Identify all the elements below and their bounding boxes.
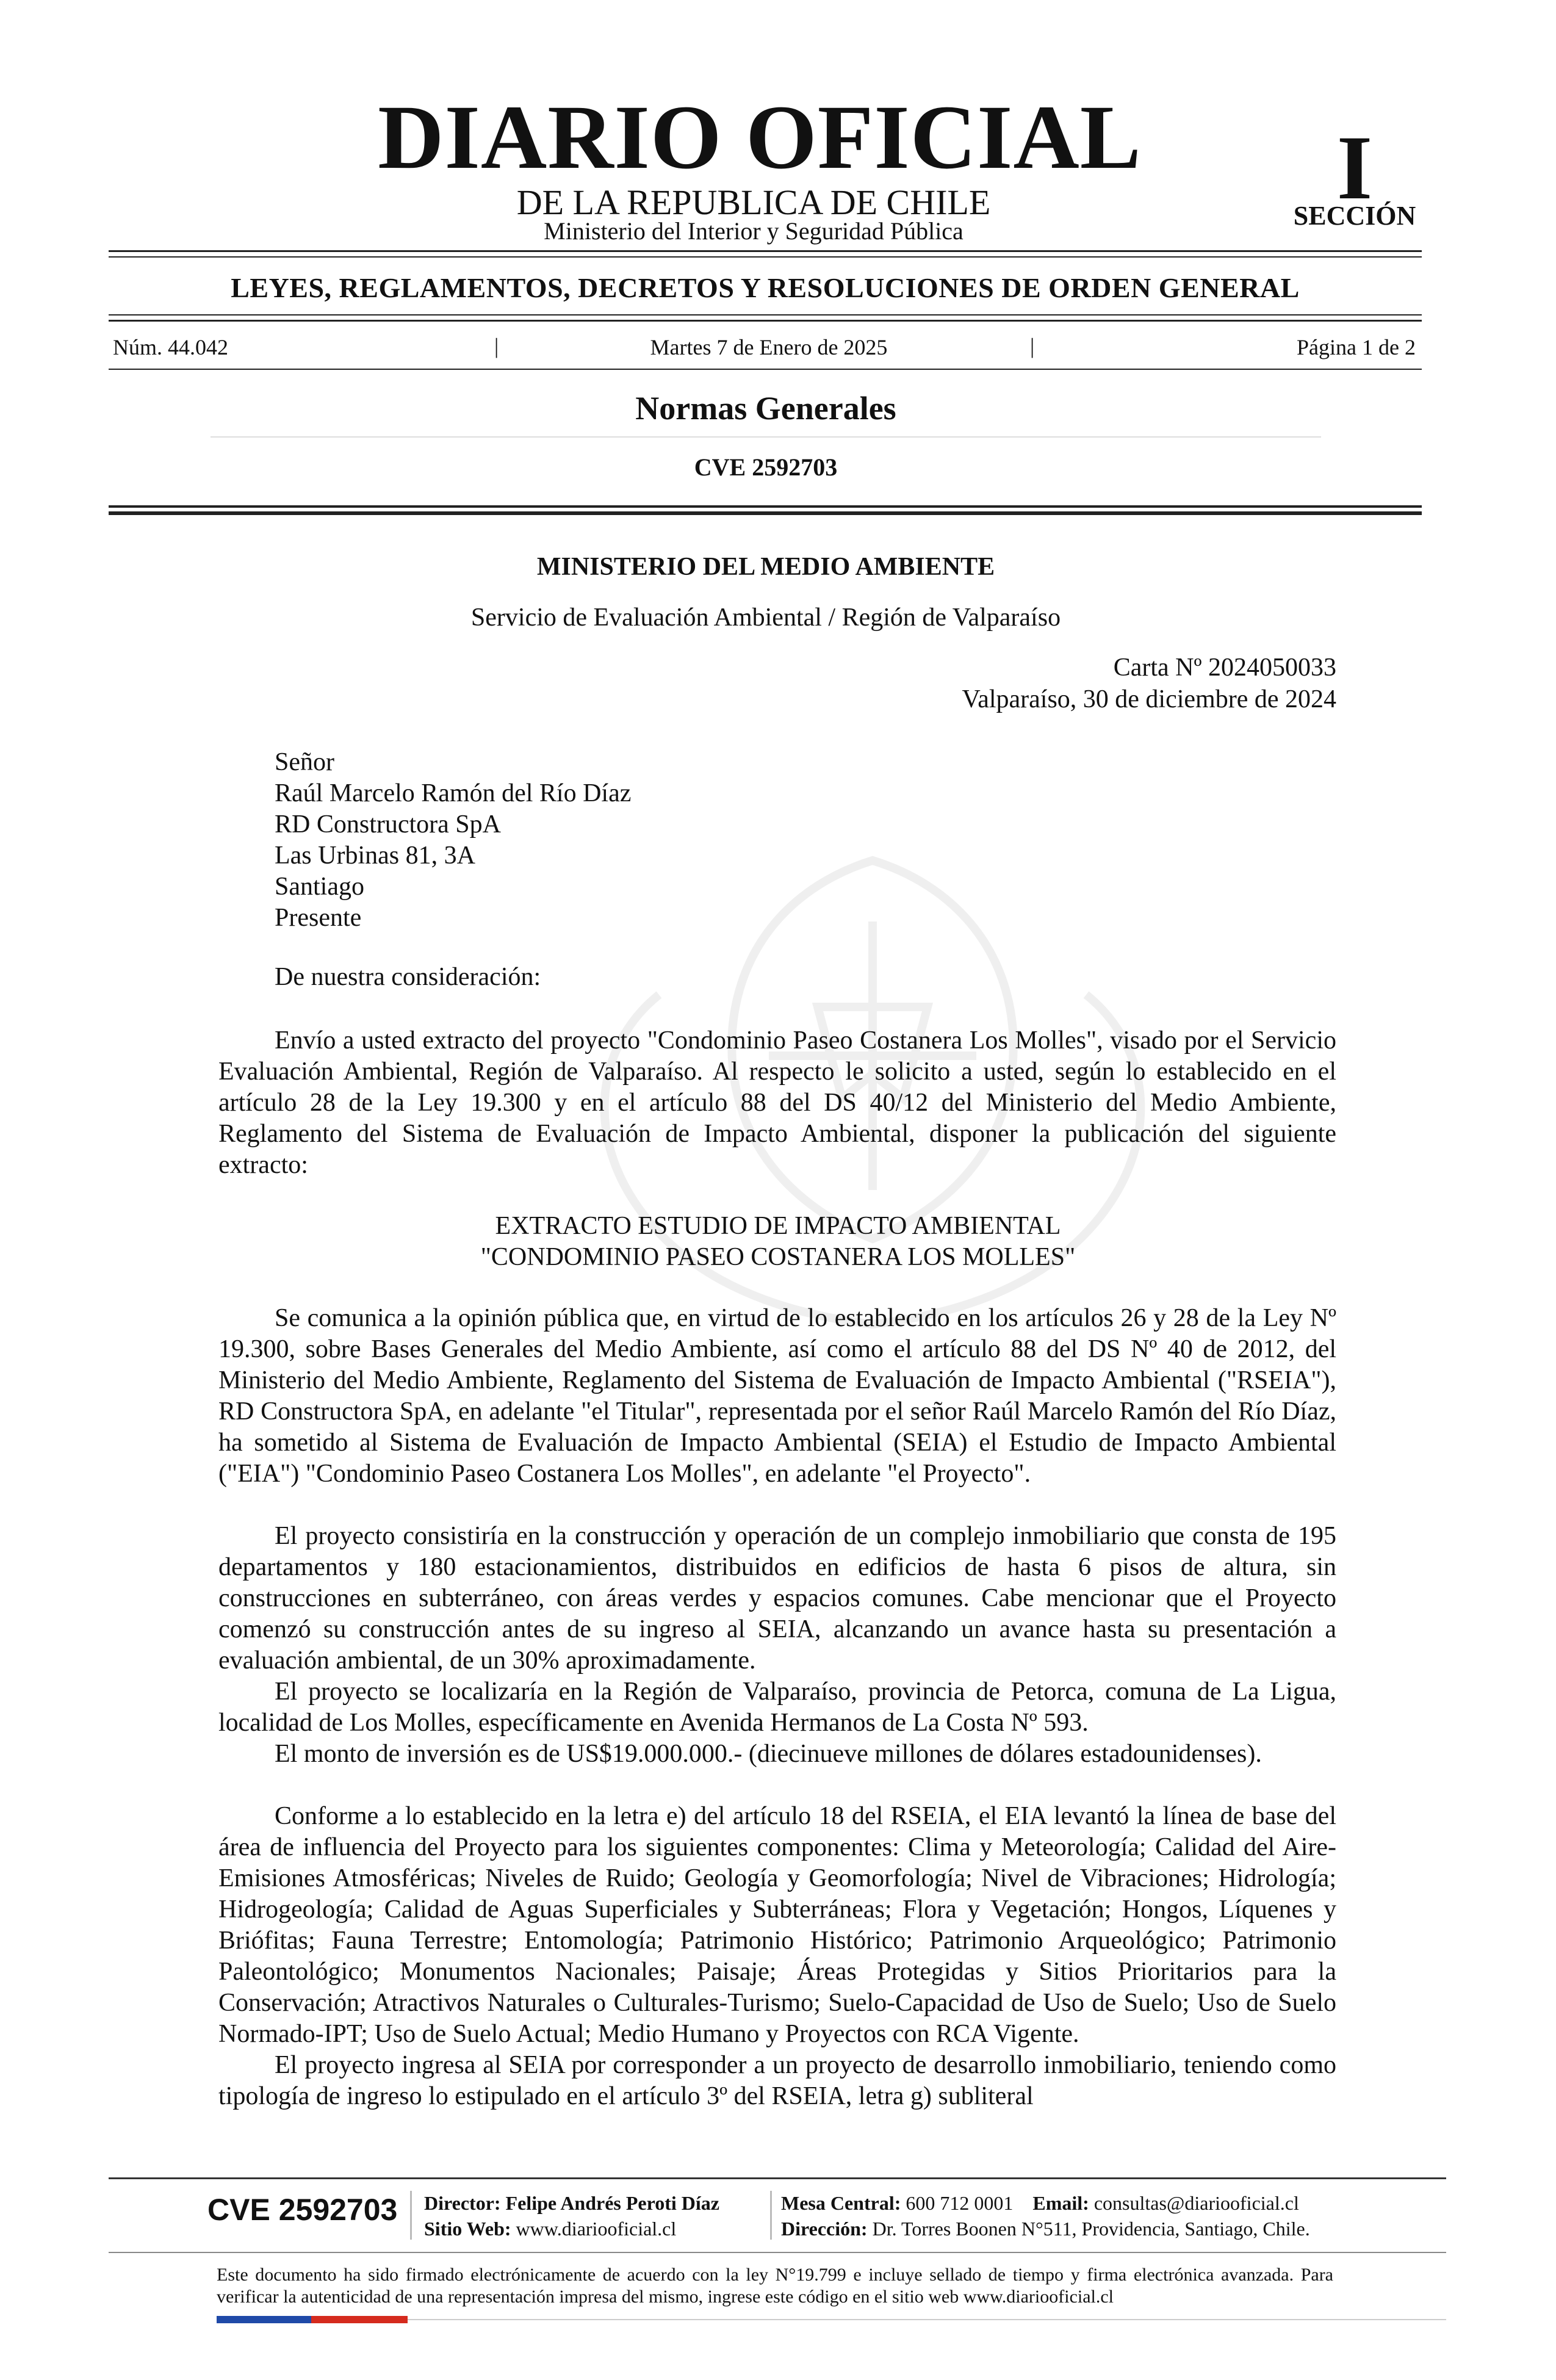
issue-rule [109, 369, 1422, 370]
footer-contact [781, 2192, 1299, 2215]
body-paragraph: El monto de inversión es de US$19.000.000.- (diecinueve millones de dólares estadounidenses). [275, 1740, 1262, 1768]
cve-rule-2 [109, 511, 1422, 515]
address-value: Dr. Torres Boonen N°511, Providencia, Santiago, Chile. [872, 2218, 1310, 2240]
footer-disclaimer: Este documento ha sido firmado electrónicamente de acuerdo con la ley N°19.799 e incluye sellado de tiempo y firma electrónica avanzada. Para verificar la autenticidad de una representación impresa del mismo, ingrese este código en el sitio web www.diariooficial.cl [217, 2265, 1333, 2307]
body-paragraph: Se comunica a la opinión pública que, en virtud de lo establecido en los artículos 26 y 28 de la Ley Nº 19.300, sobre Bases Generales del Medio Ambiente, así como el artículo 88 del DS Nº 40 de 2012, del Ministerio del Medio Ambiente, Reglamento del Sistema de Evaluación de Impacto Ambiental ("RSEIA"), RD Constructora SpA, en adelante "el Titular", representada por el señor Raúl Marcelo Ramón del Río Díaz, ha sometido al Sistema de Evaluación de Impacto Ambiental (SEIA) el Estudio de Impacto Ambiental ("EIA") "Condominio Paseo Costanera Los Molles", en adelante "el Proyecto". [218, 1304, 1336, 1488]
footer-divider [770, 2191, 772, 2240]
normas-underline [211, 436, 1321, 438]
issue-separator: | [494, 334, 499, 358]
letter-number: Carta Nº 2024050033 [1113, 654, 1336, 682]
masthead-title: DIARIO OFICIAL [378, 87, 1142, 188]
extract-project-title: "CONDOMINIO PASEO COSTANERA LOS MOLLES" [480, 1243, 1076, 1271]
director-label: Director: [424, 2192, 501, 2214]
website-link[interactable]: www.diariooficial.cl [516, 2218, 677, 2240]
footer-rule-bottom [109, 2252, 1446, 2253]
footer-rule-final [408, 2319, 1446, 2320]
issue-date: Martes 7 de Enero de 2025 [650, 335, 888, 359]
section-heading: Normas Generales [635, 390, 896, 427]
director-value: Felipe Andrés Peroti Díaz [505, 2192, 719, 2214]
extract-title: EXTRACTO ESTUDIO DE IMPACTO AMBIENTAL [495, 1212, 1061, 1240]
footer-director [424, 2192, 719, 2215]
header-rule-top-1 [109, 250, 1422, 252]
letter-place-date: Valparaíso, 30 de diciembre de 2024 [962, 685, 1336, 713]
address-label: Dirección: [781, 2218, 868, 2240]
website-label: Sitio Web: [424, 2218, 511, 2240]
address-line: Las Urbinas 81, 3A [275, 842, 475, 870]
mesa-value: 600 712 0001 [906, 2192, 1014, 2214]
footer-rule [109, 2177, 1446, 2179]
header-rule-mid-2 [109, 320, 1422, 322]
address-line: Señor [275, 748, 334, 776]
body-paragraph: Conforme a lo establecido en la letra e) del artículo 18 del RSEIA, el EIA levantó la línea de base del área de influencia del Proyecto para los siguientes componentes: Clima y Meteorología; Calidad del Aire-Emisiones Atmosféricas; Niveles de Ruido; Geología y Geomorfología; Nivel de Vibraciones; Hidrología; Hidrogeología; Calidad de Aguas Superficiales y Subterráneas; Flora y Vegetación; Hongos, Líquenes y Briófitas; Fauna Terrestre; Entomología; Patrimonio Histórico; Patrimonio Arqueológico; Patrimonio Paleontológico; Monumentos Nacionales; Paisaje; Áreas Protegidas y Sitios Prioritarios para la Conservación; Atractivos Naturales o Culturales-Turismo; Suelo-Capacidad de Uso de Suelo; Uso de Suelo Normado-IPT; Uso de Suelo Actual; Medio Humano y Proyectos con RCA Vigente. [218, 1802, 1336, 2048]
flag-stripe-blue [217, 2316, 311, 2323]
greeting: De nuestra consideración: [275, 963, 541, 991]
email-link[interactable]: consultas@diariooficial.cl [1093, 2192, 1299, 2214]
footer-divider [410, 2191, 412, 2240]
category-heading: LEYES, REGLAMENTOS, DECRETOS Y RESOLUCIONES DE ORDEN GENERAL [231, 272, 1300, 303]
cve-code: CVE 2592703 [694, 453, 838, 481]
section-label: SECCIÓN [1293, 201, 1416, 231]
issue-separator: | [1030, 334, 1035, 358]
body-paragraph: El proyecto se localizaría en la Región de Valparaíso, provincia de Petorca, comuna de La Ligua, localidad de Los Molles, específicamente en Avenida Hermanos de La Costa Nº 593. [218, 1678, 1336, 1737]
intro-paragraph: Envío a usted extracto del proyecto "Condominio Paseo Costanera Los Molles", visado por el Servicio Evaluación Ambiental, Región de Valparaíso. Al respecto le solicito a usted, según lo establecido en el artículo 28 de la Ley 19.300 y en el artículo 88 del DS 40/12 del Ministerio del Medio Ambiente, Reglamento del Sistema de Evaluación de Impacto Ambiental, disponer la publicación del siguiente extracto: [218, 1026, 1336, 1179]
mesa-label: Mesa Central: [781, 2192, 901, 2214]
address-line: Santiago [275, 873, 364, 901]
body-paragraph: El proyecto ingresa al SEIA por corresponder a un proyecto de desarrollo inmobiliario, teniendo como tipología de ingreso lo estipulado en el artículo 3º del RSEIA, letra g) subliteral [218, 2051, 1336, 2110]
header-rule-mid-1 [109, 314, 1422, 316]
footer-address [781, 2218, 1310, 2240]
email-label: Email: [1032, 2192, 1089, 2214]
flag-stripe-red [311, 2316, 408, 2323]
issue-number: Núm. 44.042 [113, 335, 228, 359]
footer-cve-code: CVE 2592703 [207, 2193, 398, 2227]
header-rule-top-2 [109, 256, 1422, 258]
body-paragraph: El proyecto consistiría en la construcción y operación de un complejo inmobiliario que consta de 195 departamentos y 180 estacionamientos, distribuidos en edificios de hasta 6 pisos de altura, sin construcciones en subterráneo, con áreas verdes y espacios comunes. Cabe mencionar que el Proyecto comenzó su construcción antes de su ingreso al SEIA, alcanzando un avance hasta su presentación a evaluación ambiental, de un 30% aproximadamente. [218, 1522, 1336, 1675]
address-line: RD Constructora SpA [275, 810, 501, 838]
republic-subtitle: DE LA REPUBLICA DE CHILE [516, 182, 991, 222]
footer-website [424, 2218, 676, 2240]
section-number: I [1336, 117, 1373, 218]
organization-title: MINISTERIO DEL MEDIO AMBIENTE [536, 553, 995, 581]
service-subtitle: Servicio de Evaluación Ambiental / Región de Valparaíso [470, 604, 1061, 632]
address-line: Raúl Marcelo Ramón del Río Díaz [275, 779, 632, 807]
cve-rule-1 [109, 505, 1422, 508]
address-line: Presente [275, 904, 362, 932]
ministry-subtitle: Ministerio del Interior y Seguridad Pública [544, 217, 963, 245]
page-indicator: Página 1 de 2 [1297, 335, 1416, 359]
